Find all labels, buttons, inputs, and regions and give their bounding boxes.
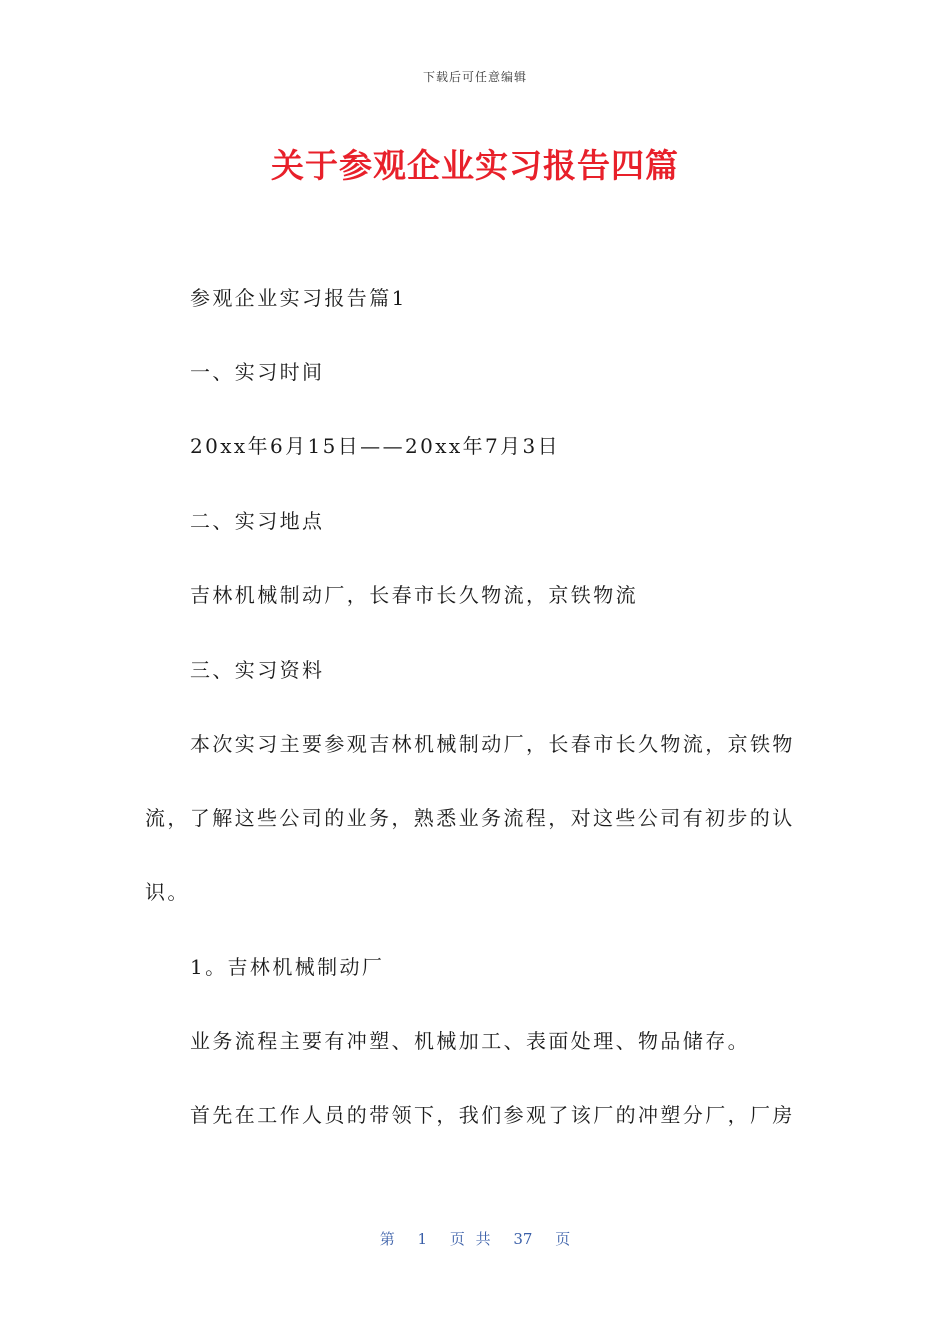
paragraph-line: 识。 (145, 880, 190, 904)
footer-prefix: 第 (379, 1230, 395, 1248)
footer-suffix: 页 (555, 1230, 571, 1248)
paragraph-line: 本次实习主要参观吉林机械制动厂，长春市长久物流，京铁物 (190, 732, 795, 756)
subsection-heading: 1。吉林机械制动厂 (190, 955, 385, 979)
section-heading: 参观企业实习报告篇1 (190, 286, 407, 310)
subsection-heading: 三、实习资料 (190, 658, 325, 682)
paragraph: 业务流程主要有冲塑、机械加工、表面处理、物品储存。 (190, 1029, 750, 1053)
paragraph-line: 首先在工作人员的带领下，我们参观了该厂的冲塑分厂，厂房 (190, 1103, 795, 1127)
page-footer (0, 1228, 950, 1249)
paragraph: 吉林机械制动厂，长春市长久物流，京铁物流 (190, 583, 638, 607)
header-note: 下载后可任意编辑 (422, 70, 527, 84)
total-pages-number: 37 (513, 1230, 533, 1248)
subsection-heading: 二、实习地点 (190, 509, 325, 533)
document-title: 关于参观企业实习报告四篇 (271, 146, 679, 185)
current-page-number: 1 (417, 1230, 428, 1248)
subsection-heading: 一、实习时间 (190, 360, 325, 384)
paragraph: 20xx年6月15日——20xx年7月3日 (190, 434, 561, 458)
paragraph-line: 流，了解这些公司的业务，熟悉业务流程，对这些公司有初步的认 (145, 806, 795, 830)
footer-middle: 页 共 (449, 1230, 491, 1248)
